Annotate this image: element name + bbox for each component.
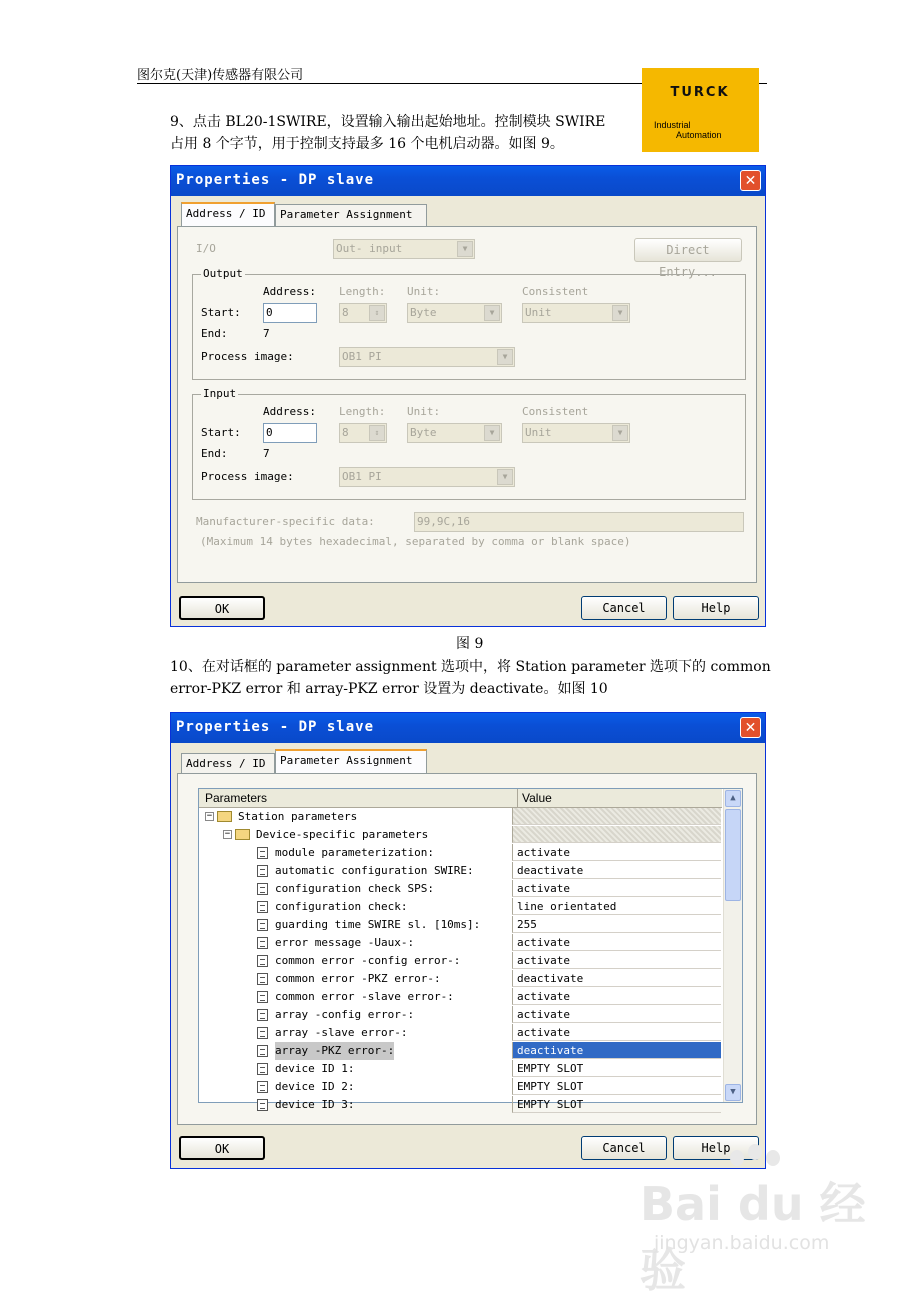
param-value[interactable]: 255 [512, 916, 721, 933]
param-name: array -config error-: [275, 1008, 415, 1021]
mfr-data-hint: (Maximum 14 bytes hexadecimal, separated by comma or blank space) [200, 535, 631, 548]
output-end-value: 7 [263, 327, 270, 340]
input-unit-select[interactable] [407, 423, 502, 443]
input-consistent-select[interactable] [522, 423, 630, 443]
close-button[interactable]: ✕ [740, 717, 761, 738]
parameter-doc-icon [257, 937, 268, 949]
baidu-watermark [640, 1140, 900, 1297]
parameter-doc-icon [257, 847, 268, 859]
parameter-doc-icon [257, 901, 268, 913]
ok-button[interactable]: OK [179, 596, 265, 620]
scroll-thumb[interactable] [725, 809, 741, 901]
tab-panel [177, 773, 757, 1125]
output-start-label: Start: [201, 306, 241, 319]
input-address-label: Address: [263, 405, 316, 418]
input-length-value: 8 [342, 426, 349, 439]
watermark-brand: Bai du 经验 [640, 1177, 866, 1297]
value-cell-empty [512, 826, 721, 843]
input-start-field[interactable]: 0 [263, 423, 317, 443]
tab-address-id[interactable]: Address / ID [181, 753, 275, 775]
logo-brand: TURCK [650, 86, 750, 100]
input-end-label: End: [201, 447, 228, 460]
paw-icon [766, 1150, 780, 1166]
input-length-stepper[interactable] [339, 423, 387, 443]
tree-label: Device-specific parameters [256, 828, 429, 841]
input-start-label: Start: [201, 426, 241, 439]
parameter-doc-icon [257, 1081, 268, 1093]
header-company: 图尔克(天津)传感器有限公司 [137, 68, 304, 83]
param-value[interactable]: EMPTY SLOT [512, 1078, 721, 1095]
paw-icon [748, 1144, 762, 1160]
input-unit-value: Byte [410, 426, 437, 439]
param-row[interactable] [199, 1024, 722, 1042]
para10-line2: error-PKZ error 和 array-PKZ error 设置为 deactivate。如图 10 [170, 681, 608, 697]
tab-panel [177, 226, 757, 583]
parameter-doc-icon [257, 955, 268, 967]
chevron-down-icon: ▼ [497, 469, 513, 485]
col-value: Value [517, 789, 552, 807]
output-group-title: Output [203, 267, 243, 280]
parameter-doc-icon [257, 883, 268, 895]
param-value[interactable]: activate [512, 880, 721, 897]
param-row[interactable] [199, 1078, 722, 1096]
output-length-value: 8 [342, 306, 349, 319]
tab-parameter-assignment[interactable]: Parameter Assignment [275, 749, 427, 773]
collapse-icon[interactable]: − [224, 829, 231, 839]
output-unit-value: Byte [410, 306, 437, 319]
io-select-value: Out- input [336, 242, 403, 255]
param-name: device ID 2: [275, 1080, 355, 1093]
scroll-down-icon[interactable]: ▼ [725, 1084, 741, 1101]
param-name: automatic configuration SWIRE: [275, 864, 474, 877]
collapse-icon[interactable]: − [206, 811, 213, 821]
output-process-label: Process image: [201, 350, 294, 363]
folder-open-icon [235, 829, 250, 840]
title-bar[interactable] [171, 713, 765, 743]
output-address-label: Address: [263, 285, 316, 298]
help-button[interactable]: Help [673, 1136, 759, 1160]
tab-parameter-assignment[interactable]: Parameter Assignment [275, 204, 427, 226]
properties-dialog-parameters [170, 712, 766, 1169]
output-start-field[interactable]: 0 [263, 303, 317, 323]
chevron-down-icon: ▼ [484, 305, 500, 321]
parameter-doc-icon [257, 865, 268, 877]
logo-line2: Automation [676, 130, 722, 140]
param-value[interactable]: activate [512, 1024, 721, 1041]
param-name: device ID 1: [275, 1062, 355, 1075]
header-dash: - [763, 76, 768, 90]
param-row[interactable] [199, 1006, 722, 1024]
para9-line2: 占用 8 个字节，用于控制支持最多 16 个电机启动器。如图 9。 [170, 136, 564, 152]
input-consistent-value: Unit [525, 426, 552, 439]
vertical-scrollbar[interactable] [723, 789, 742, 1102]
mfr-data-field[interactable]: 99,9C,16 [414, 512, 744, 532]
param-value[interactable]: activate [512, 1006, 721, 1023]
param-name: common error -config error-: [275, 954, 461, 967]
param-row[interactable] [199, 970, 722, 988]
parameter-doc-icon [257, 919, 268, 931]
figure-9-caption: 图 9 [456, 636, 484, 652]
param-row[interactable] [199, 844, 722, 862]
param-row[interactable] [199, 916, 722, 934]
input-length-label: Length: [339, 405, 386, 418]
output-end-label: End: [201, 327, 228, 340]
param-row[interactable] [199, 1060, 722, 1078]
properties-dialog-address [170, 165, 766, 627]
param-value[interactable]: deactivate [512, 1042, 721, 1059]
input-consistent-label: Consistent [522, 405, 589, 418]
parameter-doc-icon [257, 1045, 268, 1057]
param-name: module parameterization: [275, 846, 434, 859]
param-row[interactable] [199, 952, 722, 970]
output-length-stepper[interactable] [339, 303, 387, 323]
output-process-select[interactable] [339, 347, 515, 367]
param-name: common error -PKZ error-: [275, 972, 441, 985]
param-name: device ID 3: [275, 1098, 355, 1111]
folder-open-icon [217, 811, 232, 822]
direct-entry-button[interactable]: Direct Entry... [634, 238, 742, 262]
param-row[interactable] [199, 880, 722, 898]
output-group [192, 267, 746, 380]
param-value[interactable]: activate [512, 934, 721, 951]
cancel-button[interactable]: Cancel [581, 596, 667, 620]
param-row[interactable] [199, 1042, 722, 1060]
param-row[interactable] [199, 898, 722, 916]
param-value[interactable]: activate [512, 844, 721, 861]
input-process-value: OB1 PI [342, 470, 382, 483]
watermark-url: jingyan.baidu.com [654, 1232, 830, 1254]
param-value[interactable]: EMPTY SLOT [512, 1096, 721, 1113]
param-value[interactable]: line orientated [512, 898, 721, 915]
param-name: array -PKZ error-: [275, 1042, 394, 1060]
mfr-data-label: Manufacturer-specific data: [196, 515, 375, 528]
input-group-title: Input [203, 387, 237, 400]
stepper-icon: ⇕ [369, 305, 385, 321]
tab-address-id[interactable]: Address / ID [181, 202, 275, 226]
parameter-doc-icon [257, 1099, 268, 1111]
tree-label: Station parameters [238, 810, 358, 823]
ok-button[interactable]: OK [179, 1136, 265, 1160]
output-length-label: Length: [339, 285, 386, 298]
output-consistent-value: Unit [525, 306, 552, 319]
chevron-down-icon: ▼ [484, 425, 500, 441]
turck-logo [642, 68, 759, 152]
parameter-doc-icon [257, 1027, 268, 1039]
grid-header [199, 789, 722, 808]
param-row[interactable] [199, 862, 722, 880]
param-value[interactable]: activate [512, 952, 721, 969]
param-name: common error -slave error-: [275, 990, 454, 1003]
input-unit-label: Unit: [407, 405, 441, 418]
para9-line1: 9、点击 BL20-1SWIRE，设置输入输出起始地址。控制模块 SWIRE [170, 114, 606, 130]
tree-station-params[interactable] [199, 808, 722, 826]
chevron-down-icon: ▼ [612, 305, 628, 321]
chevron-down-icon: ▼ [457, 241, 473, 257]
output-consistent-select[interactable] [522, 303, 630, 323]
logo-line1: Industrial [654, 120, 691, 130]
parameter-doc-icon [257, 1009, 268, 1021]
output-unit-label: Unit: [407, 285, 441, 298]
dialog-title: Properties - DP slave [176, 719, 375, 735]
param-value[interactable]: deactivate [512, 970, 721, 987]
io-select[interactable] [333, 239, 475, 259]
dialog-title: Properties - DP slave [176, 172, 375, 188]
output-unit-select[interactable] [407, 303, 502, 323]
scroll-up-icon[interactable]: ▲ [725, 790, 741, 807]
param-name: array -slave error-: [275, 1026, 408, 1039]
param-row[interactable] [199, 988, 722, 1006]
help-button[interactable]: Help [673, 596, 759, 620]
param-row[interactable] [199, 1096, 722, 1114]
parameter-doc-icon [257, 1063, 268, 1075]
para10-line1: 10、在对话框的 parameter assignment 选项中，将 Station parameter 选项下的 common [170, 659, 771, 675]
param-value[interactable]: deactivate [512, 862, 721, 879]
parameter-doc-icon [257, 991, 268, 1003]
tree-device-specific[interactable] [199, 826, 722, 844]
input-process-label: Process image: [201, 470, 294, 483]
param-value[interactable]: EMPTY SLOT [512, 1060, 721, 1077]
stepper-icon: ⇕ [369, 425, 385, 441]
io-label: I/O [196, 242, 216, 255]
output-consistent-label: Consistent [522, 285, 589, 298]
param-name: guarding time SWIRE sl. [10ms]: [275, 918, 481, 931]
output-process-value: OB1 PI [342, 350, 382, 363]
cancel-button[interactable]: Cancel [581, 1136, 667, 1160]
chevron-down-icon: ▼ [612, 425, 628, 441]
value-cell-empty [512, 808, 721, 825]
input-group [192, 387, 746, 500]
parameter-grid[interactable] [198, 788, 743, 1111]
input-end-value: 7 [263, 447, 270, 460]
param-name: error message -Uaux-: [275, 936, 415, 949]
param-row[interactable] [199, 934, 722, 952]
close-button[interactable]: ✕ [740, 170, 761, 191]
param-value[interactable]: activate [512, 988, 721, 1005]
param-name: configuration check: [275, 900, 408, 913]
parameter-doc-icon [257, 973, 268, 985]
title-bar[interactable] [171, 166, 765, 196]
param-name: configuration check SPS: [275, 882, 434, 895]
col-parameters: Parameters [205, 791, 268, 805]
paw-icon [730, 1150, 744, 1166]
input-process-select[interactable] [339, 467, 515, 487]
chevron-down-icon: ▼ [497, 349, 513, 365]
